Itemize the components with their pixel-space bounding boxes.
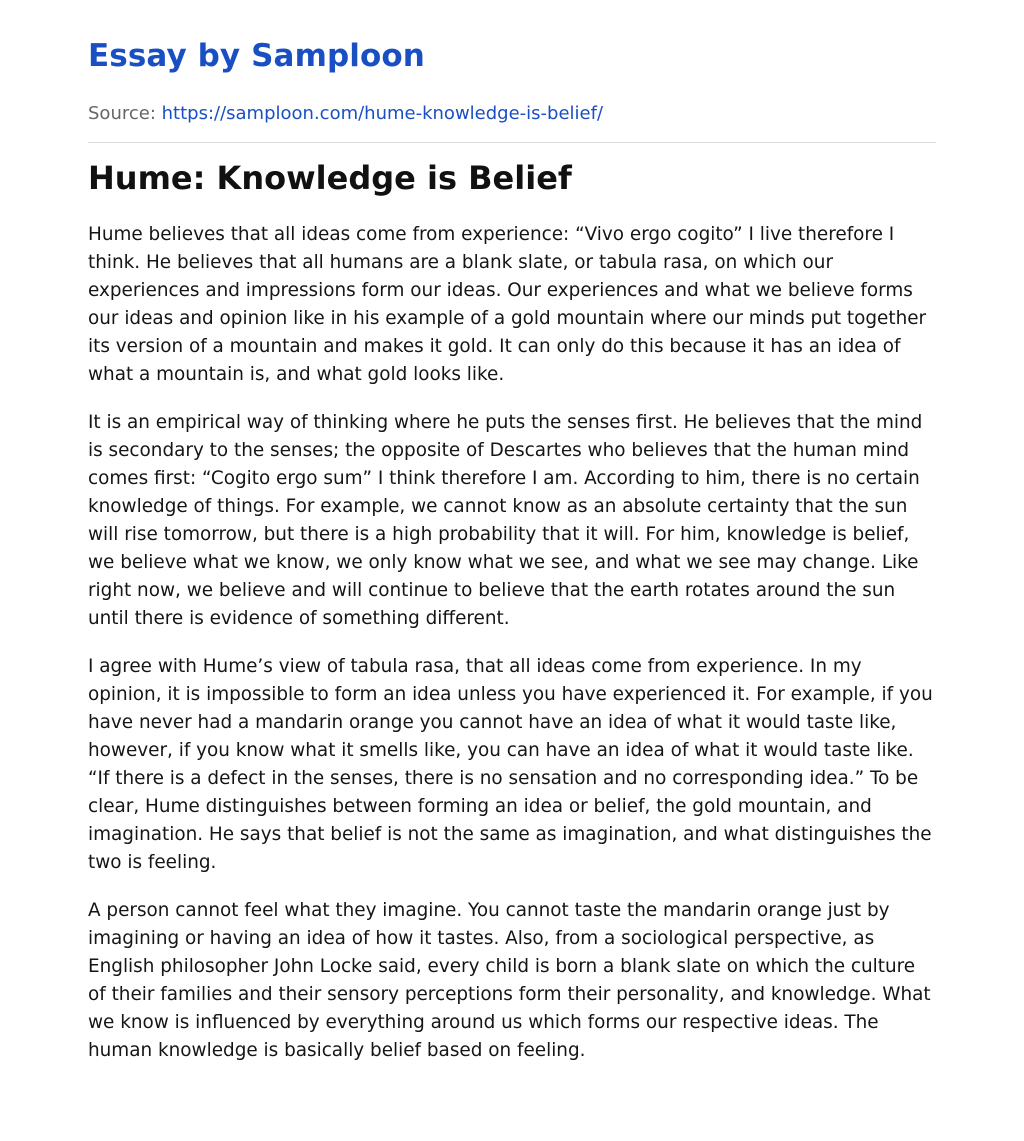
essay-paragraph: I agree with Hume’s view of tabula rasa, that all ideas come from experience. In my opinion, it is impossible to form an idea unless you have experienced it. For example, if you have never had a mandarin orange you cannot have an idea of what it would taste like, however, if you know what it smells like, you can have an idea of what it would taste like. “If there is a defect in the senses, there is no sensation and no corresponding idea.” To be clear, Hume distinguishes between forming an idea or belief, the gold mountain, and imagination. He says that belief is not the same as imagination, and what distinguishes the two is feeling. — [88, 656, 933, 873]
essay-body — [88, 221, 936, 1065]
essay-title: Hume: Knowledge is Belief — [88, 159, 572, 197]
source-link[interactable]: https://samploon.com/hume-knowledge-is-belief/ — [161, 103, 604, 124]
essay-paragraph: A person cannot feel what they imagine. You cannot taste the mandarin orange just by imagining or having an idea of how it tastes. Also, from a sociological perspective, as English philosopher John Locke said, every child is born a blank slate on which the culture of their families and their sensory perceptions form their personality, and knowledge. What we know is influenced by everything around us which forms our respective ideas. The human knowledge is basically belief based on feeling. — [88, 900, 931, 1061]
brand-title: Essay by Samploon — [88, 38, 425, 74]
source-line — [88, 102, 936, 126]
essay-paragraph: Hume believes that all ideas come from experience: “Vivo ergo cogito” I live therefore I think. He believes that all humans are a blank slate, or tabula rasa, on which our experiences and impressions form our ideas. Our experiences and what we believe forms our ideas and opinion like in his example of a gold mountain where our minds put together its version of a mountain and makes it gold. It can only do this because it has an idea of what a mountain is, and what gold looks like. — [88, 224, 927, 385]
essay-paragraph: It is an empirical way of thinking where he puts the senses first. He believes that the mind is secondary to the senses; the opposite of Descartes who believes that the human mind comes first: “Cogito ergo sum” I think therefore I am. According to him, there is no certain knowledge of things. For example, we cannot know as an absolute certainty that the sun will rise tomorrow, but there is a high probability that it will. For him, knowledge is belief, we believe what we know, we only know what we see, and what we see may change. Like right now, we believe and will continue to believe that the earth rotates around the sun until there is evidence of something different. — [88, 412, 923, 629]
header-divider — [88, 142, 936, 143]
source-label: Source: — [88, 103, 156, 124]
essay-page — [88, 0, 936, 1065]
